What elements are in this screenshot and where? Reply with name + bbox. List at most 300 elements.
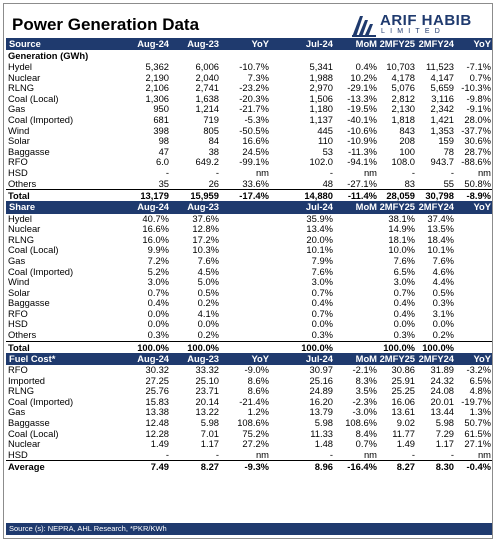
table-cell: 0.2% xyxy=(432,330,454,341)
table-cell: 25.10 xyxy=(195,375,219,386)
table-cell: 5,362 xyxy=(145,62,169,72)
table-cell: 11,523 xyxy=(426,62,454,72)
table-cell: 10,703 xyxy=(386,62,415,72)
table-cell: 7.01 xyxy=(200,428,219,439)
table-cell: -19.5% xyxy=(347,104,377,115)
table-row xyxy=(6,267,492,278)
row-label: Coal (Imported) xyxy=(8,396,74,407)
table-cell xyxy=(334,267,378,278)
table-cell xyxy=(220,319,270,330)
table-cell: 1,988 xyxy=(309,72,333,83)
column-header: 2MFY24 xyxy=(416,38,455,50)
table-cell: 681 xyxy=(153,114,169,125)
table-cell: - xyxy=(411,449,415,460)
total-cell: 13,179 xyxy=(126,190,170,202)
table-row xyxy=(6,298,492,309)
table-cell: -10.9% xyxy=(347,136,377,147)
table-cell: 5,076 xyxy=(391,83,415,94)
row-label: HSD xyxy=(8,167,28,178)
table-cell: 35 xyxy=(158,178,169,189)
table-cell: 0.4% xyxy=(393,298,415,309)
table-cell: 12.8% xyxy=(192,224,219,235)
column-header: Jul-24 xyxy=(270,38,334,50)
table-cell: 7.6% xyxy=(197,255,219,266)
table-cell: 9.02 xyxy=(396,418,415,429)
table-cell: nm xyxy=(477,449,491,460)
table-cell: 11.77 xyxy=(392,428,415,439)
table-cell: 1.3% xyxy=(469,407,491,418)
row-label: Hydel xyxy=(8,213,32,224)
section-subheader-row xyxy=(6,50,492,62)
table-cell: -99.1% xyxy=(239,157,269,168)
table-row xyxy=(6,256,492,267)
table-cell: 35.9% xyxy=(306,213,333,224)
table-cell: 37.6% xyxy=(192,213,219,224)
table-cell: 24.08 xyxy=(430,386,454,397)
table-cell: -27.1% xyxy=(347,178,377,189)
table-cell: 24.5% xyxy=(242,146,269,157)
table-cell: 843 xyxy=(399,125,415,136)
table-cell: -21.7% xyxy=(239,104,269,115)
table-cell xyxy=(455,309,492,320)
table-row xyxy=(6,179,492,190)
table-cell: 10.1% xyxy=(427,245,454,256)
column-header: YoY xyxy=(220,353,270,365)
row-label: RLNG xyxy=(8,234,35,245)
table-cell: 10.1% xyxy=(306,245,333,256)
section-header-label: Source xyxy=(6,38,126,50)
total-cell: 14,880 xyxy=(270,190,334,202)
table-cell: - xyxy=(329,167,333,178)
table-cell: 1,421 xyxy=(430,114,454,125)
table-cell: 18.4% xyxy=(427,234,454,245)
row-label: RFO xyxy=(8,365,28,376)
column-header: 2MFY24 xyxy=(416,201,455,213)
table-cell: 10.2% xyxy=(350,72,377,83)
row-label: Coal (Local) xyxy=(8,428,59,439)
table-row xyxy=(6,147,492,158)
table-cell: 2,190 xyxy=(145,72,169,83)
total-cell: 8.27 xyxy=(378,461,416,473)
table-cell: 108.6% xyxy=(345,418,377,429)
total-cell: 8.30 xyxy=(416,461,455,473)
table-cell: 110 xyxy=(318,136,333,147)
row-label: Baggasse xyxy=(8,146,50,157)
row-label: RLNG xyxy=(8,386,35,397)
table-cell: - xyxy=(165,449,169,460)
table-cell: 8.4% xyxy=(355,428,377,439)
total-cell: -0.4% xyxy=(455,461,492,473)
column-header: Aug-23 xyxy=(170,38,220,50)
table-cell: 0.0% xyxy=(197,319,219,330)
table-cell: 9.9% xyxy=(147,245,169,256)
table-cell: 5.98 xyxy=(314,418,333,429)
table-cell: 4.6% xyxy=(432,266,454,277)
row-label: Gas xyxy=(8,255,26,266)
table-cell: 2,741 xyxy=(195,83,219,94)
table-cell: 27.25 xyxy=(145,375,169,386)
table-cell xyxy=(220,256,270,267)
table-cell xyxy=(334,245,378,256)
total-cell: 100.0% xyxy=(416,341,455,353)
table-cell: 16.06 xyxy=(391,396,415,407)
table-cell: 805 xyxy=(203,125,219,136)
column-header: Aug-24 xyxy=(126,38,170,50)
table-cell xyxy=(334,277,378,288)
table-row xyxy=(6,136,492,147)
total-label: Total xyxy=(6,190,126,202)
table-cell xyxy=(455,214,492,225)
section-header-label: Share xyxy=(6,201,126,213)
table-row xyxy=(6,73,492,84)
table-cell: 61.5% xyxy=(464,428,491,439)
table-cell: 15.83 xyxy=(145,396,169,407)
table-cell: 23.71 xyxy=(195,386,219,397)
total-cell: 30,798 xyxy=(416,190,455,202)
table-cell: -29.1% xyxy=(347,83,377,94)
table-cell: -20.3% xyxy=(239,93,269,104)
table-cell: 14.9% xyxy=(388,224,415,235)
table-cell: 27.1% xyxy=(464,439,491,450)
table-cell: 0.2% xyxy=(197,330,219,341)
row-label: Wind xyxy=(8,277,30,288)
table-cell: 1.48 xyxy=(314,439,333,450)
row-label: Baggasse xyxy=(8,418,50,429)
table-cell: - xyxy=(450,449,454,460)
table-cell: 24.32 xyxy=(430,375,454,386)
table-cell: -9.8% xyxy=(466,93,491,104)
table-cell: 950 xyxy=(153,104,169,115)
table-cell: 0.7% xyxy=(355,439,377,450)
table-cell: -23.2% xyxy=(239,83,269,94)
column-header: YoY xyxy=(220,38,270,50)
table-cell: 1,638 xyxy=(195,93,219,104)
table-cell xyxy=(455,298,492,309)
table-cell: 5.98 xyxy=(200,418,219,429)
table-row xyxy=(6,245,492,256)
total-row xyxy=(6,341,492,353)
table-row xyxy=(6,429,492,440)
table-cell: -37.7% xyxy=(461,125,491,136)
table-cell: 0.3% xyxy=(432,298,454,309)
table-cell: 1.49 xyxy=(150,439,169,450)
row-label: Gas xyxy=(8,104,26,115)
table-cell: 40.7% xyxy=(142,213,169,224)
table-cell: 13.61 xyxy=(391,407,415,418)
column-header: Aug-23 xyxy=(170,353,220,365)
source-note: Source (s): NEPRA, AHL Research, *PKR/KWh xyxy=(6,523,492,535)
table-cell: 5,341 xyxy=(309,62,333,72)
table-cell xyxy=(455,224,492,235)
table-cell: 0.3% xyxy=(393,330,415,341)
section-header-row xyxy=(6,38,492,50)
table-cell: -50.5% xyxy=(239,125,269,136)
total-row xyxy=(6,461,492,473)
table-cell: 13.79 xyxy=(309,407,333,418)
total-cell: 15,959 xyxy=(170,190,220,202)
table-cell: -5.3% xyxy=(244,114,269,125)
table-cell: nm xyxy=(255,167,269,178)
table-cell: 0.0% xyxy=(393,319,415,330)
table-row xyxy=(6,397,492,408)
table-row xyxy=(6,450,492,461)
table-cell: - xyxy=(450,167,454,178)
table-row xyxy=(6,288,492,299)
total-cell: 100.0% xyxy=(170,341,220,353)
table-cell: 27.2% xyxy=(242,439,269,450)
table-cell: 5.2% xyxy=(147,266,169,277)
total-cell: 100.0% xyxy=(378,341,416,353)
table-cell xyxy=(334,319,378,330)
table-cell: 102.0 xyxy=(309,157,333,168)
total-cell xyxy=(334,341,378,353)
table-cell: -2.1% xyxy=(352,365,377,376)
table-cell: 28.7% xyxy=(464,146,491,157)
table-cell: 12.28 xyxy=(145,428,169,439)
total-cell: 8.96 xyxy=(270,461,334,473)
table-cell: -7.1% xyxy=(466,62,491,72)
table-cell: -3.0% xyxy=(352,407,377,418)
table-cell xyxy=(455,245,492,256)
table-row xyxy=(6,157,492,168)
table-cell: 78 xyxy=(443,146,454,157)
table-row xyxy=(6,214,492,225)
table-cell xyxy=(220,288,270,299)
row-label: Imported xyxy=(8,375,45,386)
table-cell: 98 xyxy=(158,136,169,147)
total-cell: -16.4% xyxy=(334,461,378,473)
table-cell: 108.0 xyxy=(391,157,415,168)
logo-name: ARIF HABIB xyxy=(380,12,472,29)
table-cell xyxy=(455,235,492,246)
table-row xyxy=(6,104,492,115)
table-cell: 6.5% xyxy=(469,375,491,386)
table-cell xyxy=(334,330,378,341)
column-header xyxy=(220,201,270,213)
table-cell: 1.17 xyxy=(200,439,219,450)
table-cell: 0.4% xyxy=(311,298,333,309)
table-body xyxy=(6,38,492,472)
table-cell: 5.98 xyxy=(435,418,454,429)
table-cell: 20.0% xyxy=(306,234,333,245)
table-cell: 943.7 xyxy=(430,157,454,168)
table-cell: 4,147 xyxy=(430,72,454,83)
table-cell: 3.0% xyxy=(147,277,169,288)
table-cell: 17.2% xyxy=(192,234,219,245)
table-cell xyxy=(455,277,492,288)
table-cell: 1,306 xyxy=(145,93,169,104)
table-row xyxy=(6,224,492,235)
table-cell: 0.4% xyxy=(393,308,415,319)
table-cell: 13.22 xyxy=(195,407,219,418)
table-cell: 2,342 xyxy=(430,104,454,115)
total-cell: 7.49 xyxy=(126,461,170,473)
table-cell: 0.5% xyxy=(432,287,454,298)
table-cell: 8.6% xyxy=(247,375,269,386)
column-header: Aug-24 xyxy=(126,201,170,213)
table-row xyxy=(6,83,492,94)
table-cell: 108.6% xyxy=(237,418,269,429)
total-label: Average xyxy=(6,461,126,473)
total-cell: 28,059 xyxy=(378,190,416,202)
table-cell: 13.5% xyxy=(427,224,454,235)
table-cell: - xyxy=(329,449,333,460)
table-cell: 18.1% xyxy=(388,234,415,245)
column-header: Jul-24 xyxy=(270,353,334,365)
table-cell: 20.01 xyxy=(430,396,454,407)
table-cell: 38.1% xyxy=(388,213,415,224)
table-cell: 12.48 xyxy=(145,418,169,429)
table-row xyxy=(6,365,492,376)
total-cell: -9.3% xyxy=(220,461,270,473)
column-header: YoY xyxy=(455,353,492,365)
total-cell: 100.0% xyxy=(126,341,170,353)
table-cell: 100 xyxy=(399,146,415,157)
row-label: Baggasse xyxy=(8,298,50,309)
table-cell: 7.6% xyxy=(393,255,415,266)
column-header: MoM xyxy=(334,38,378,50)
table-cell: 7.2% xyxy=(147,255,169,266)
table-cell: 0.7% xyxy=(147,287,169,298)
table-cell: 37.4% xyxy=(427,213,454,224)
table-cell: 4.1% xyxy=(197,308,219,319)
table-cell: 30.97 xyxy=(309,365,333,376)
table-cell xyxy=(220,235,270,246)
logo-subtitle: LIMITED xyxy=(381,28,446,35)
column-header: 2MFY25 xyxy=(379,201,415,213)
table-cell: 16.6% xyxy=(242,136,269,147)
total-cell: 100.0% xyxy=(270,341,334,353)
column-header: 2MFY25 xyxy=(379,38,415,49)
table-cell: 33.6% xyxy=(242,178,269,189)
table-cell: 3.5% xyxy=(355,386,377,397)
column-header: MoM xyxy=(334,353,378,365)
table-cell: 0.0% xyxy=(432,319,454,330)
table-cell: 1.49 xyxy=(396,439,415,450)
table-cell: -9.1% xyxy=(466,104,491,115)
table-cell: 48 xyxy=(322,178,333,189)
table-cell: 0.0% xyxy=(311,319,333,330)
column-header: YoY xyxy=(455,38,492,50)
power-data-table xyxy=(6,38,492,472)
column-header: YoY xyxy=(455,201,492,213)
table-cell: 16.6% xyxy=(142,224,169,235)
table-cell xyxy=(455,256,492,267)
table-cell: 8.3% xyxy=(355,375,377,386)
row-label: Solar xyxy=(8,136,30,147)
row-label: Nuclear xyxy=(8,439,41,450)
table-cell: 20.14 xyxy=(195,396,219,407)
table-cell: 0.0% xyxy=(147,308,169,319)
row-label: HSD xyxy=(8,449,28,460)
table-row xyxy=(6,62,492,73)
table-cell: 28.0% xyxy=(464,114,491,125)
table-cell: 5.0% xyxy=(197,277,219,288)
section-header-row xyxy=(6,201,492,213)
table-cell: -9.0% xyxy=(244,365,269,376)
table-cell: 11.33 xyxy=(310,428,333,439)
row-label: Coal (Local) xyxy=(8,245,59,256)
total-cell: -8.9% xyxy=(455,190,492,202)
table-cell: 0.3% xyxy=(311,330,333,341)
table-cell: 4.5% xyxy=(197,266,219,277)
table-cell: 6.0 xyxy=(155,157,169,168)
table-row xyxy=(6,115,492,126)
table-cell xyxy=(334,298,378,309)
table-cell: -10.3% xyxy=(461,83,491,94)
column-header: 2MFY25 xyxy=(379,352,415,364)
table-cell: - xyxy=(215,167,219,178)
table-cell: 1,818 xyxy=(391,114,415,125)
table-cell: 6.5% xyxy=(393,266,415,277)
row-label: RFO xyxy=(8,157,28,168)
row-label: Gas xyxy=(8,407,26,418)
row-label: Nuclear xyxy=(8,224,41,235)
table-cell: -10.6% xyxy=(347,125,377,136)
row-label: HSD xyxy=(8,319,28,330)
table-row xyxy=(6,277,492,288)
table-cell: 0.7% xyxy=(393,287,415,298)
table-cell: 38 xyxy=(208,146,219,157)
table-row xyxy=(6,235,492,246)
total-cell xyxy=(455,341,492,353)
table-cell: 25.91 xyxy=(391,375,415,386)
section-subheader: Generation (GWh) xyxy=(8,50,89,62)
table-cell: 31.89 xyxy=(430,365,454,376)
table-cell: nm xyxy=(363,449,377,460)
table-cell: 1,353 xyxy=(430,125,454,136)
table-row xyxy=(6,330,492,341)
row-label: Solar xyxy=(8,287,30,298)
table-cell: 1,180 xyxy=(309,104,333,115)
table-cell xyxy=(334,214,378,225)
table-cell: 2,106 xyxy=(145,83,169,94)
table-cell: 84 xyxy=(208,136,219,147)
section-header-row xyxy=(6,353,492,365)
table-cell: nm xyxy=(477,167,491,178)
table-cell: -19.7% xyxy=(461,396,491,407)
total-label: Total xyxy=(6,341,126,353)
table-cell: 25.25 xyxy=(391,386,415,397)
row-label: RLNG xyxy=(8,83,35,94)
table-cell: -10.7% xyxy=(239,62,269,72)
total-cell xyxy=(220,341,270,353)
row-label: Nuclear xyxy=(8,72,41,83)
table-row xyxy=(6,94,492,105)
table-cell: 13.38 xyxy=(145,407,169,418)
column-header: MoM xyxy=(334,201,378,213)
table-cell xyxy=(334,235,378,246)
table-cell: 208 xyxy=(399,136,415,147)
table-cell: 30.6% xyxy=(464,136,491,147)
row-label: Others xyxy=(8,178,37,189)
table-cell: -3.2% xyxy=(466,365,491,376)
table-cell xyxy=(455,330,492,341)
table-cell: 445 xyxy=(317,125,333,136)
table-row xyxy=(6,386,492,397)
table-cell: 3.1% xyxy=(432,308,454,319)
table-cell: 3,116 xyxy=(431,93,454,104)
table-cell xyxy=(220,298,270,309)
table-cell: 0.7% xyxy=(311,287,333,298)
table-row xyxy=(6,418,492,429)
table-cell: 5,659 xyxy=(430,83,454,94)
table-cell: -2.3% xyxy=(352,396,377,407)
table-cell xyxy=(334,309,378,320)
table-cell: -13.3% xyxy=(347,93,377,104)
table-cell: 4.4% xyxy=(432,277,454,288)
table-cell: 10.3% xyxy=(192,245,219,256)
